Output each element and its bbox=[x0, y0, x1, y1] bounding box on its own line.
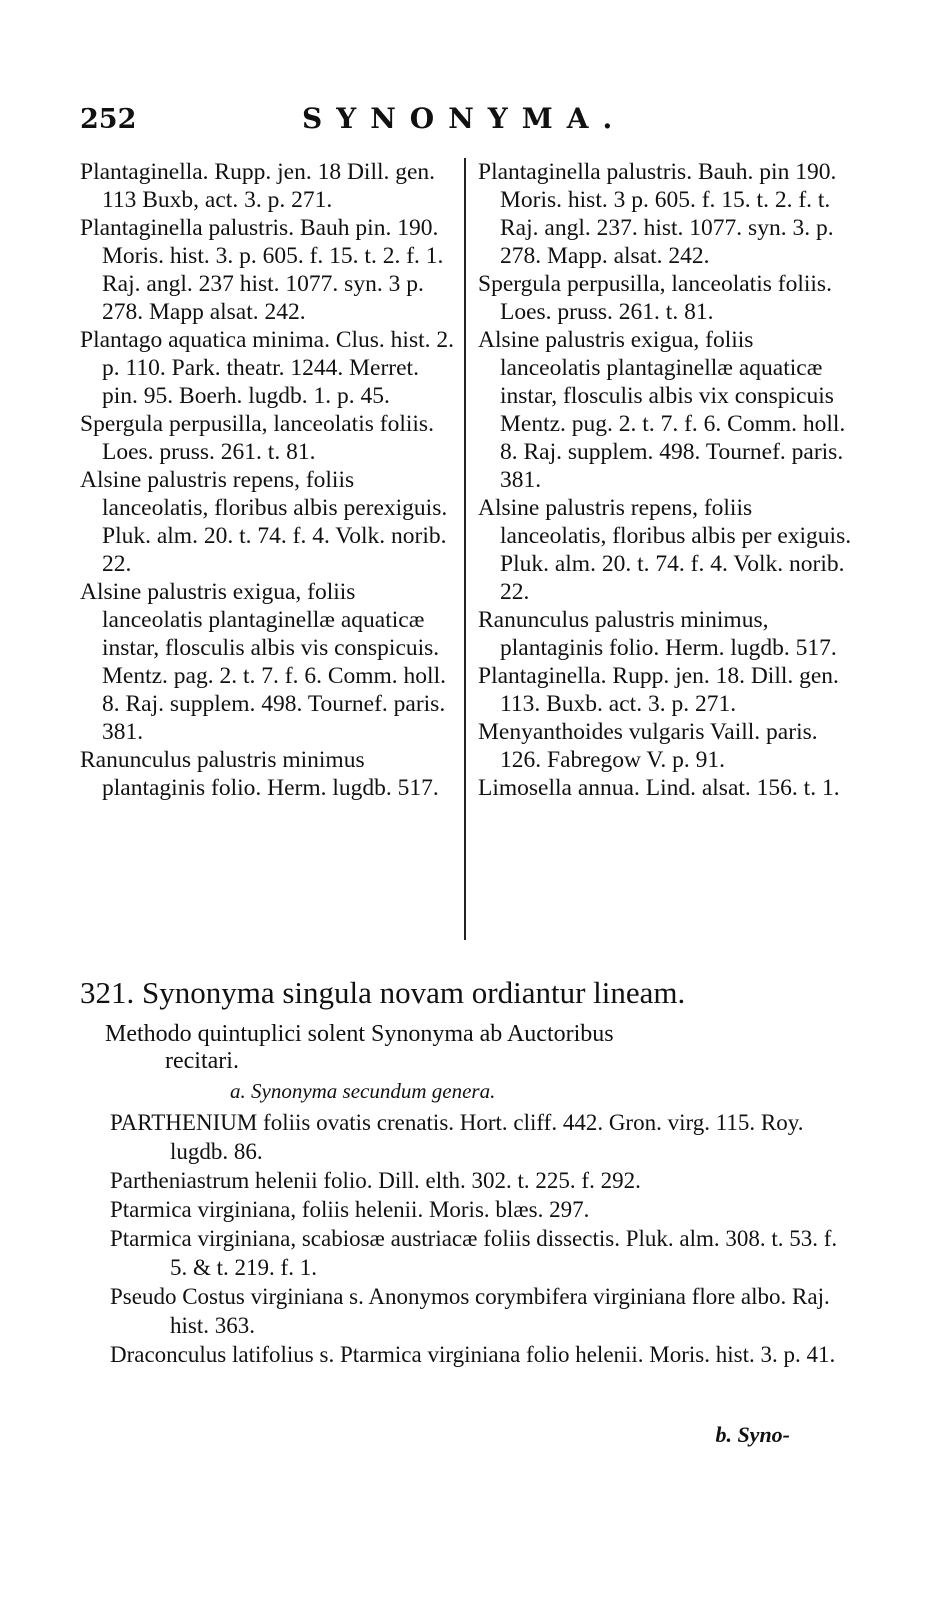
synonym-entry: Plantaginella palustris. Bauh pin. 190. Moris. hist. 3. p. 605. f. 15. t. 2. f. 1. Raj. angl. 237 hist. 1077. syn. 3 p. 278. Mapp alsat. 242. bbox=[80, 215, 444, 325]
section-321 bbox=[80, 975, 860, 1369]
synonym-entry: Spergula perpusilla, lanceolatis foliis. Loes. pruss. 261. t. 81. bbox=[478, 271, 832, 325]
synonym-entry: Ptarmica virginiana, scabiosæ austriacæ foliis dissectis. Pluk. alm. 308. t. 53. f. 5. & t. 219. f. 1. bbox=[110, 1226, 838, 1280]
section-intro-line: recitari. bbox=[165, 1048, 239, 1074]
running-title: SYNONYMA. bbox=[302, 102, 627, 135]
section-subheading: a. Synonyma secundum genera. bbox=[230, 1079, 496, 1103]
synonym-entry: Ranunculus palustris minimus, plantaginis folio. Herm. lugdb. 517. bbox=[478, 607, 837, 661]
left-column bbox=[80, 158, 458, 802]
column-divider bbox=[464, 158, 466, 940]
section-intro bbox=[80, 1021, 860, 1075]
synonym-entry: Draconculus latifolius s. Ptarmica virginiana folio helenii. Moris. hist. 3. p. 41. bbox=[110, 1342, 836, 1367]
synonym-entry: Plantaginella. Rupp. jen. 18. Dill. gen. 113. Buxb. act. 3. p. 271. bbox=[478, 663, 839, 717]
synonym-entry: Alsine palustris repens, foliis lanceolatis, floribus albis per exiguis. Pluk. alm. 20. t. 74. f. 4. Volk. norib. 22. bbox=[478, 495, 852, 605]
section-heading: 321. Synonyma singula novam ordiantur lineam. bbox=[80, 975, 686, 1010]
synonym-entry: Plantago aquatica minima. Clus. hist. 2. p. 110. Park. theatr. 1244. Merret. pin. 95. Boerh. lugdb. 1. p. 45. bbox=[80, 327, 454, 409]
synonym-entry: Plantaginella. Rupp. jen. 18 Dill. gen. 113 Buxb, act. 3. p. 271. bbox=[80, 159, 436, 213]
synonym-columns bbox=[80, 158, 850, 958]
synonym-entry: Alsine palustris exigua, foliis lanceolatis plantaginellæ aquaticæ instar, flosculis albis vix conspicuis Mentz. pug. 2. t. 7. f. 6. Comm. holl. 8. Raj. supplem. 498. Tournef. paris. 381. bbox=[478, 327, 846, 493]
synonym-entry: Spergula perpusilla, lanceolatis foliis. Loes. pruss. 261. t. 81. bbox=[80, 411, 434, 465]
synonym-entry: Limosella annua. Lind. alsat. 156. t. 1. bbox=[478, 775, 840, 801]
page-number: 252 bbox=[80, 104, 137, 135]
synonym-entry: Alsine palustris exigua, foliis lanceolatis plantaginellæ aquaticæ instar, flosculis albis vis conspicuis. Mentz. pag. 2. t. 7. f. 6. Comm. holl. 8. Raj. supplem. 498. Tournef. paris. 381. bbox=[80, 579, 446, 745]
synonym-entry: PARTHENIUM foliis ovatis crenatis. Hort. cliff. 442. Gron. virg. 115. Roy. lugdb. 86. bbox=[110, 1110, 804, 1164]
synonym-entry: Plantaginella palustris. Bauh. pin 190. Moris. hist. 3 p. 605. f. 15. t. 2. f. t. Raj. angl. 237. hist. 1077. syn. 3. p. 278. Mapp. alsat. 242. bbox=[478, 159, 837, 269]
synonym-entry: Alsine palustris repens, foliis lanceolatis, floribus albis perexiguis. Pluk. alm. 20. t. 74. f. 4. Volk. norib. 22. bbox=[80, 467, 448, 577]
synonym-entry: Ranunculus palustris minimus plantaginis folio. Herm. lugdb. 517. bbox=[80, 747, 439, 801]
right-column bbox=[478, 158, 854, 802]
synonym-entry: Pseudo Costus virginiana s. Anonymos corymbifera virginiana flore albo. Raj. hist. 363. bbox=[110, 1284, 830, 1338]
synonym-entry: Partheniastrum helenii folio. Dill. elth. 302. t. 225. f. 292. bbox=[110, 1168, 641, 1193]
synonym-entry: Menyanthoides vulgaris Vaill. paris. 126. Fabregow V. p. 91. bbox=[478, 719, 818, 773]
synonym-entry: Ptarmica virginiana, foliis helenii. Moris. blæs. 297. bbox=[110, 1197, 590, 1222]
catchword: b. Syno- bbox=[715, 1422, 790, 1447]
page-header bbox=[80, 102, 860, 152]
section-intro-line: Methodo quintuplici solent Synonyma ab Auctoribus bbox=[105, 1021, 614, 1047]
